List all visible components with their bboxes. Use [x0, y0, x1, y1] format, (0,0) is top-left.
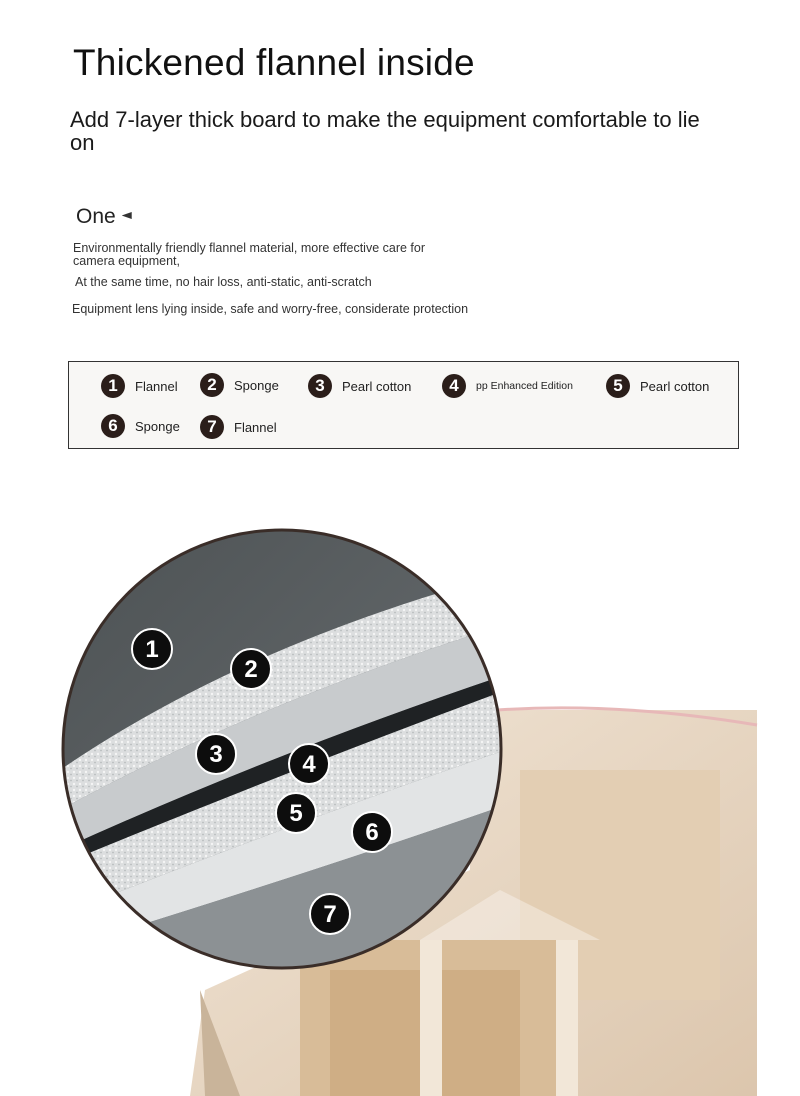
number-badge-icon: 2 [200, 373, 224, 397]
legend-item [200, 373, 279, 397]
flag-icon [122, 212, 132, 219]
number-badge-icon: 6 [101, 414, 125, 438]
photo-marker-label: 4 [302, 751, 316, 778]
photo-marker-label: 2 [244, 656, 258, 683]
number-badge-icon: 7 [200, 415, 224, 439]
number-badge-icon: 5 [606, 374, 630, 398]
legend-label: pp Enhanced Edition [476, 380, 573, 392]
legend-label: Sponge [135, 418, 180, 434]
description-line: Environmentally friendly flannel material, more effective care for camera equipment, [73, 241, 426, 268]
photo-marker-3 [196, 734, 236, 774]
photo-marker-label: 1 [145, 636, 159, 663]
legend-label: Flannel [234, 419, 277, 435]
legend-item [101, 374, 178, 398]
photo-marker-label: 5 [289, 800, 303, 827]
number-badge-icon: 1 [101, 374, 125, 398]
legend-label: Sponge [234, 377, 279, 393]
legend-item [200, 415, 277, 439]
photo-marker-6 [352, 812, 392, 852]
product-photo [0, 470, 800, 1096]
legend-item [442, 374, 573, 398]
photo-marker-4 [289, 744, 329, 784]
number-badge-icon: 3 [308, 374, 332, 398]
photo-marker-1 [132, 629, 172, 669]
description-line: Equipment lens lying inside, safe and worry-free, considerate protection [72, 302, 469, 316]
page-title: Thickened flannel inside [73, 42, 475, 83]
layer-legend [68, 361, 739, 449]
legend-label: Pearl cotton [342, 378, 412, 394]
legend-item [308, 374, 411, 398]
page-subtitle: Add 7-layer thick board to make the equipment comfortable to lie on [70, 107, 700, 155]
legend-item [606, 374, 709, 398]
photo-marker-2 [231, 649, 271, 689]
photo-marker-label: 6 [365, 819, 379, 846]
photo-marker-label: 7 [323, 901, 337, 928]
legend-label: Flannel [135, 378, 178, 394]
photo-marker-7 [310, 894, 350, 934]
section-label-text: One [76, 205, 116, 228]
photo-marker-5 [276, 793, 316, 833]
photo-marker-label: 3 [209, 741, 223, 768]
legend-item [101, 414, 180, 438]
legend-label: Pearl cotton [640, 378, 710, 394]
section-label [76, 205, 132, 229]
description-line: At the same time, no hair loss, anti-static, anti-scratch [75, 275, 372, 289]
number-badge-icon: 4 [442, 374, 466, 398]
